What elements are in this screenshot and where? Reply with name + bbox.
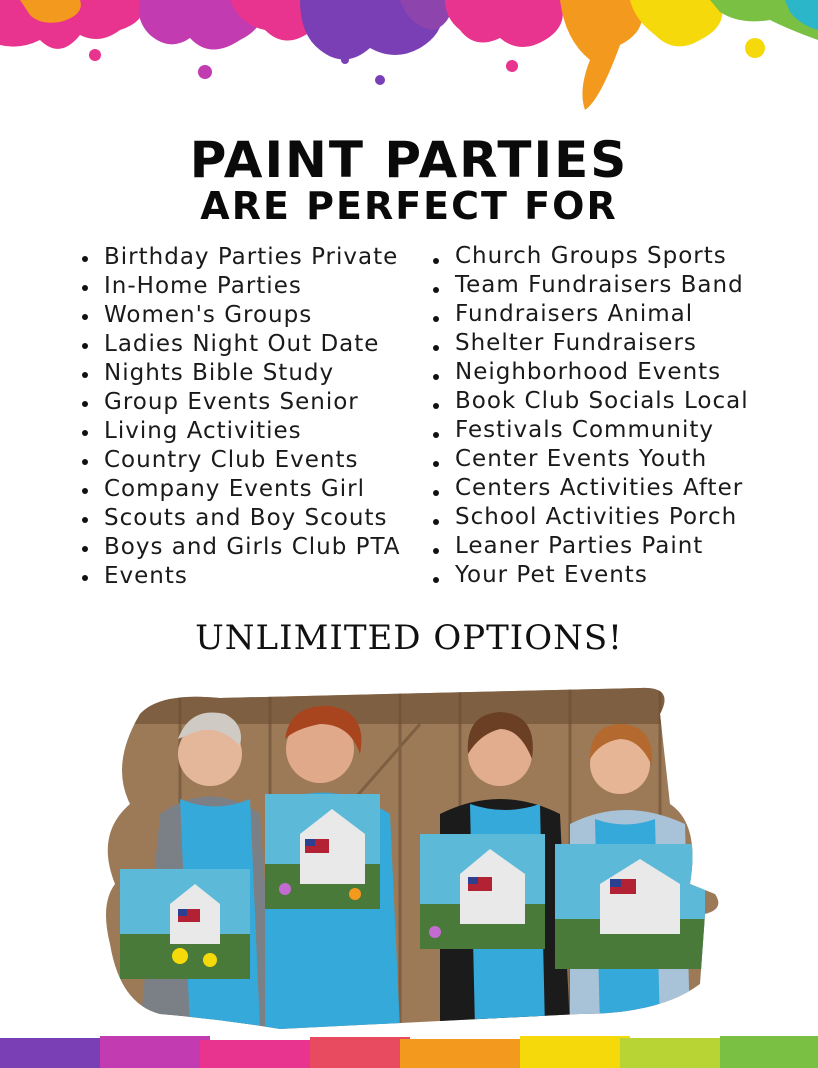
bullet-icon (82, 517, 88, 523)
paint-splash-bottom (0, 1032, 818, 1068)
painting-3 (420, 834, 545, 949)
bullet-icon (433, 258, 439, 264)
bullet-icon (433, 577, 439, 583)
bullet-icon (433, 461, 439, 467)
bullet-icon (433, 403, 439, 409)
page-title: PAINT PARTIES (189, 131, 629, 189)
list-item: Fundraisers Animal (455, 300, 749, 329)
event-list-left (104, 243, 401, 591)
bullet-icon (82, 401, 88, 407)
list-item: Team Fundraisers Band (455, 271, 749, 300)
list-item: Events (104, 562, 401, 591)
bullet-icon (433, 287, 439, 293)
bullet-icon (82, 256, 88, 262)
list-item: In-Home Parties (104, 272, 401, 301)
list-item: Book Club Socials Local (455, 387, 749, 416)
list-item: Living Activities (104, 417, 401, 446)
list-item: Neighborhood Events (455, 358, 749, 387)
bullet-icon (433, 374, 439, 380)
bullet-icon (82, 285, 88, 291)
bullet-icon (82, 372, 88, 378)
list-item: Shelter Fundraisers (455, 329, 749, 358)
event-list-right (455, 242, 749, 590)
list-item: Church Groups Sports (455, 242, 749, 271)
bullet-icon (433, 548, 439, 554)
list-item: School Activities Porch (455, 503, 749, 532)
bullet-icon (82, 343, 88, 349)
list-item: Women's Groups (104, 301, 401, 330)
painting-2 (265, 794, 380, 909)
list-item: Country Club Events (104, 446, 401, 475)
list-item: Leaner Parties Paint (455, 532, 749, 561)
list-item: Boys and Girls Club PTA (104, 533, 401, 562)
group-photo (100, 684, 730, 1029)
painting-4 (555, 844, 705, 969)
list-item: Group Events Senior (104, 388, 401, 417)
list-item: Centers Activities After (455, 474, 749, 503)
bullet-icon (433, 316, 439, 322)
paint-splash-top (0, 0, 818, 120)
bullet-icon (82, 575, 88, 581)
bullet-icon (82, 430, 88, 436)
painting-1 (120, 869, 250, 979)
unlimited-options-heading: UNLIMITED OPTIONS! (195, 618, 623, 658)
list-item: Nights Bible Study (104, 359, 401, 388)
bullet-icon (433, 490, 439, 496)
splash-blobs (0, 0, 818, 110)
list-item: Festivals Community (455, 416, 749, 445)
bullet-icon (82, 488, 88, 494)
list-item: Company Events Girl (104, 475, 401, 504)
bullet-icon (433, 432, 439, 438)
list-item: Ladies Night Out Date (104, 330, 401, 359)
list-item: Your Pet Events (455, 561, 749, 590)
bullet-icon (433, 519, 439, 525)
list-item: Birthday Parties Private (104, 243, 401, 272)
bullet-icon (82, 314, 88, 320)
list-item: Center Events Youth (455, 445, 749, 474)
page-subtitle: ARE PERFECT FOR (200, 184, 618, 228)
bullet-icon (82, 546, 88, 552)
list-item: Scouts and Boy Scouts (104, 504, 401, 533)
bullet-icon (433, 345, 439, 351)
bullet-icon (82, 459, 88, 465)
